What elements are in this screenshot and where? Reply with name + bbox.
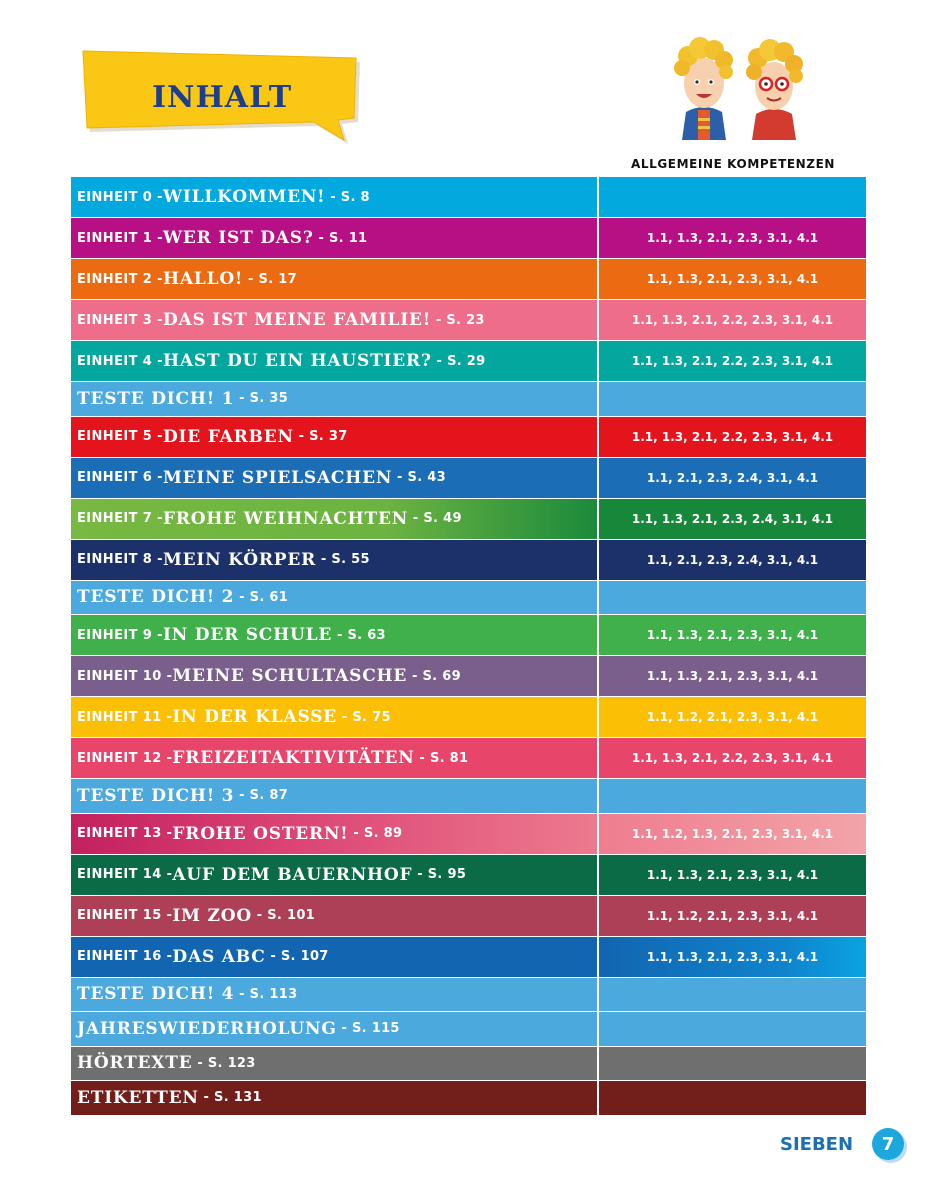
competencies-cell: 1.1, 1.3, 2.1, 2.3, 3.1, 4.1: [599, 259, 866, 299]
unit-title: FROHE WEIHNACHTEN: [162, 508, 409, 529]
unit-label: EINHEIT 4 -: [77, 353, 163, 369]
unit-label: EINHEIT 2 -: [77, 271, 163, 287]
unit-title: WILLKOMMEN!: [162, 187, 326, 207]
unit-label: EINHEIT 3 -: [77, 312, 163, 328]
unit-label: EINHEIT 6 -: [77, 470, 163, 485]
unit-title: DAS IST MEINE FAMILIE!: [162, 310, 431, 330]
unit-title: IN DER KLASSE: [172, 707, 338, 727]
unit-title: HALLO!: [162, 269, 244, 289]
unit-cell: [71, 540, 599, 580]
unit-label: EINHEIT 16 -: [77, 949, 173, 964]
competencies-cell: [599, 1012, 866, 1046]
page-number-badge: 7: [872, 1128, 904, 1160]
competencies-cell: 1.1, 1.2, 1.3, 2.1, 2.3, 3.1, 4.1: [599, 814, 866, 854]
table-row: [71, 259, 866, 300]
unit-label: EINHEIT 0 -: [77, 189, 163, 205]
unit-cell: [71, 1081, 599, 1115]
unit-label: EINHEIT 8 -: [77, 552, 163, 567]
unit-page: - S. 8: [325, 189, 370, 205]
competencies-cell: [599, 382, 866, 416]
table-row: [71, 581, 866, 616]
boy-icon: [674, 37, 733, 140]
unit-title: MEIN KÖRPER: [162, 549, 317, 570]
table-row: [71, 458, 866, 499]
unit-title: TESTE DICH! 3: [77, 785, 235, 806]
unit-page: - S. 87: [234, 788, 289, 804]
table-row: [71, 656, 866, 697]
unit-cell: [71, 656, 599, 696]
unit-cell: [71, 615, 599, 655]
competencies-cell: 1.1, 1.3, 2.1, 2.3, 3.1, 4.1: [599, 937, 866, 977]
table-row: [71, 218, 866, 259]
unit-cell: [71, 1012, 599, 1046]
unit-title: JAHRESWIEDERHOLUNG: [77, 1018, 337, 1039]
unit-cell: [71, 937, 599, 977]
competencies-cell: 1.1, 1.2, 2.1, 2.3, 3.1, 4.1: [599, 896, 866, 936]
competencies-cell: [599, 177, 866, 217]
unit-page: - S. 49: [408, 511, 462, 526]
unit-cell: [71, 300, 599, 340]
competencies-cell: 1.1, 2.1, 2.3, 2.4, 3.1, 4.1: [599, 458, 866, 498]
unit-page: - S. 89: [348, 826, 403, 841]
unit-cell: [71, 382, 599, 416]
table-row: [71, 1012, 866, 1047]
unit-cell: [71, 855, 599, 895]
unit-title: AUF DEM BAUERNHOF: [172, 864, 413, 885]
unit-cell: [71, 896, 599, 936]
table-row: [71, 1047, 866, 1082]
unit-page: - S. 17: [243, 271, 297, 287]
competencies-cell: 1.1, 1.3, 2.1, 2.2, 2.3, 3.1, 4.1: [599, 417, 866, 457]
unit-title: IM ZOO: [172, 905, 252, 926]
unit-cell: [71, 978, 599, 1012]
unit-label: EINHEIT 13 -: [77, 826, 173, 841]
girl-icon: [746, 39, 803, 140]
unit-page: - S. 115: [336, 1021, 400, 1037]
competencies-cell: 1.1, 1.3, 2.1, 2.3, 3.1, 4.1: [599, 855, 866, 895]
unit-title: TESTE DICH! 1: [77, 388, 235, 409]
unit-page: - S. 113: [234, 986, 298, 1002]
unit-cell: [71, 814, 599, 854]
table-row: [71, 814, 866, 855]
unit-cell: [71, 341, 599, 381]
unit-label: EINHEIT 1 -: [77, 230, 163, 246]
page-word: SIEBEN: [780, 1134, 854, 1155]
unit-label: EINHEIT 11 -: [77, 709, 173, 725]
table-row: [71, 697, 866, 738]
competencies-column-header: ALLGEMEINE KOMPETENZEN: [630, 157, 836, 171]
unit-page: - S. 63: [332, 627, 386, 643]
table-row: [71, 382, 866, 417]
children-illustration-icon: [664, 28, 814, 140]
competencies-cell: 1.1, 1.3, 2.1, 2.2, 2.3, 3.1, 4.1: [599, 341, 866, 381]
unit-label: EINHEIT 7 -: [77, 511, 163, 526]
unit-cell: [71, 259, 599, 299]
unit-title: FREIZEITAKTIVITÄTEN: [172, 748, 415, 768]
table-row: [71, 855, 866, 896]
competencies-cell: 1.1, 1.3, 2.1, 2.2, 2.3, 3.1, 4.1: [599, 300, 866, 340]
unit-page: - S. 23: [431, 312, 485, 328]
unit-page: - S. 11: [313, 230, 368, 246]
unit-cell: [71, 458, 599, 498]
unit-cell: [71, 218, 599, 258]
competencies-cell: [599, 779, 866, 813]
table-row: [71, 615, 866, 656]
unit-title: TESTE DICH! 2: [77, 587, 235, 608]
unit-title: MEINE SPIELSACHEN: [162, 467, 393, 488]
table-row: [71, 937, 866, 978]
table-row: [71, 341, 866, 382]
table-row: [71, 540, 866, 581]
table-row: [71, 779, 866, 814]
competencies-cell: 1.1, 1.3, 2.1, 2.2, 2.3, 3.1, 4.1: [599, 738, 866, 778]
unit-title: MEINE SCHULTASCHE: [172, 666, 408, 686]
competencies-cell: 1.1, 2.1, 2.3, 2.4, 3.1, 4.1: [599, 540, 866, 580]
unit-page: - S. 101: [251, 908, 316, 923]
unit-title: DAS ABC: [172, 946, 266, 967]
unit-label: EINHEIT 12 -: [77, 750, 173, 766]
unit-cell: [71, 1047, 599, 1081]
unit-page: - S. 29: [431, 353, 486, 369]
unit-page: - S. 95: [412, 867, 467, 882]
table-row: [71, 896, 866, 937]
unit-page: - S. 123: [192, 1055, 256, 1071]
unit-cell: [71, 177, 599, 217]
unit-cell: [71, 581, 599, 615]
unit-cell: [71, 417, 599, 457]
competencies-cell: 1.1, 1.3, 2.1, 2.3, 3.1, 4.1: [599, 218, 866, 258]
unit-page: - S. 75: [337, 709, 391, 725]
unit-cell: [71, 779, 599, 813]
unit-title: TESTE DICH! 4: [77, 984, 235, 1005]
competencies-cell: 1.1, 1.2, 2.1, 2.3, 3.1, 4.1: [599, 697, 866, 737]
unit-cell: [71, 738, 599, 778]
competencies-cell: [599, 978, 866, 1012]
unit-page: - S. 43: [392, 470, 446, 485]
unit-cell: [71, 697, 599, 737]
competencies-cell: [599, 1047, 866, 1081]
table-row: [71, 978, 866, 1013]
table-row: [71, 177, 866, 218]
unit-title: IN DER SCHULE: [162, 625, 333, 645]
unit-page: - S. 81: [414, 750, 469, 766]
unit-label: EINHEIT 15 -: [77, 908, 173, 923]
competencies-cell: [599, 1081, 866, 1115]
unit-title: FROHE OSTERN!: [172, 823, 349, 844]
table-row: [71, 300, 866, 341]
unit-title: HÖRTEXTE: [77, 1053, 193, 1074]
table-row: [71, 499, 866, 540]
unit-title: ETIKETTEN: [77, 1087, 199, 1108]
unit-page: - S. 61: [234, 589, 289, 605]
unit-title: WER IST DAS?: [162, 228, 314, 248]
unit-label: EINHEIT 5 -: [77, 429, 163, 444]
unit-page: - S. 107: [265, 949, 329, 964]
unit-page: - S. 55: [316, 552, 370, 567]
unit-title: HAST DU EIN HAUSTIER?: [162, 351, 432, 371]
unit-label: EINHEIT 10 -: [77, 668, 173, 684]
competencies-cell: 1.1, 1.3, 2.1, 2.3, 3.1, 4.1: [599, 656, 866, 696]
unit-label: EINHEIT 9 -: [77, 627, 163, 643]
unit-label: EINHEIT 14 -: [77, 867, 173, 882]
page-title: INHALT: [152, 80, 293, 115]
unit-page: - S. 37: [293, 429, 348, 444]
table-row: [71, 1081, 866, 1116]
table-row: [71, 738, 866, 779]
table-of-contents: [71, 177, 866, 1116]
competencies-cell: 1.1, 1.3, 2.1, 2.3, 3.1, 4.1: [599, 615, 866, 655]
table-row: [71, 417, 866, 458]
unit-page: - S. 35: [234, 391, 289, 407]
unit-cell: [71, 499, 599, 539]
unit-page: - S. 69: [407, 668, 461, 684]
competencies-cell: [599, 581, 866, 615]
unit-page: - S. 131: [198, 1090, 262, 1106]
competencies-cell: 1.1, 1.3, 2.1, 2.3, 2.4, 3.1, 4.1: [599, 499, 866, 539]
unit-title: DIE FARBEN: [162, 426, 294, 447]
